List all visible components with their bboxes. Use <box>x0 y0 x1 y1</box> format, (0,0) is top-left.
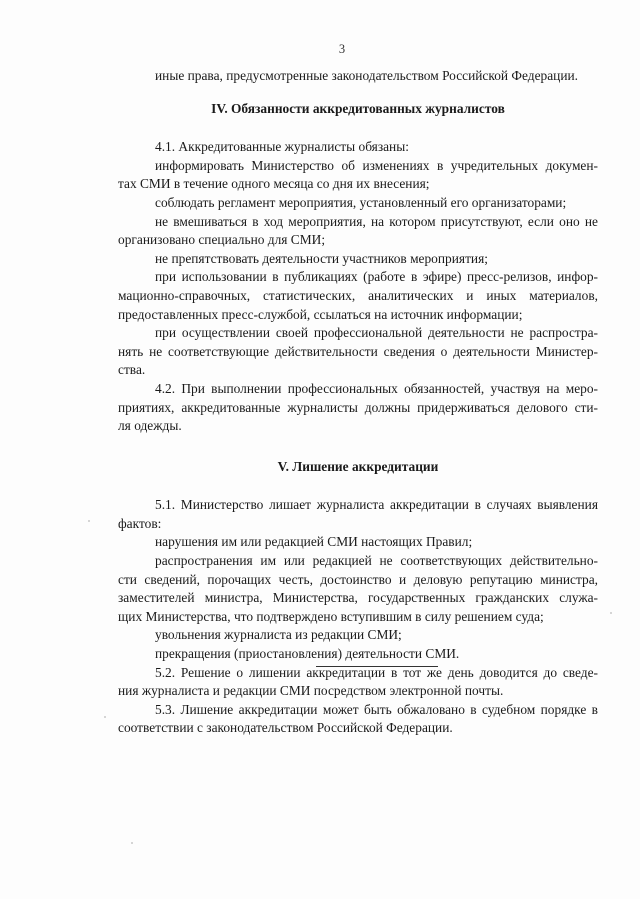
text-line: при осуществлении своей профессиональной деятельности не распростра- <box>155 325 598 341</box>
paragraph-follow-rules <box>118 194 598 213</box>
section-4-heading: IV. Обязанности аккредитованных журналистов <box>211 100 505 116</box>
text-line: нарушения им или редакцией СМИ настоящих Правил; <box>155 534 473 550</box>
scan-speck <box>131 842 133 844</box>
paragraph-dismissal <box>118 626 598 645</box>
text-line: щих Министерства, что подтверждено вступившим в силу решением суда; <box>118 608 544 624</box>
paragraph-no-obstruction <box>118 250 598 269</box>
text-line: соблюдать регламент мероприятия, установленный его организаторами; <box>155 194 567 210</box>
text-line: приятиях, аккредитованные журналисты должны придерживаться делового сти- <box>118 399 598 415</box>
page-number: 3 <box>338 42 346 56</box>
text-line: заместителей министра, Министерства, государственных гражданских служа- <box>118 590 598 606</box>
text-line: 5.1. Министерство лишает журналиста аккредитации в случаях выявления <box>155 497 598 513</box>
text-line: иные права, предусмотренные законодательством Российской Федерации. <box>155 68 578 83</box>
document-body <box>118 67 598 738</box>
text-line: организовано специально для СМИ; <box>118 232 326 248</box>
paragraph-rule-violation <box>118 533 598 552</box>
text-line: фактов: <box>118 515 162 531</box>
text-line: 4.2. При выполнении профессиональных обязанностей, участвуя на меро- <box>155 380 598 396</box>
text-line: 5.2. Решение о лишении аккредитации в тот же день доводится до сведе- <box>155 664 598 680</box>
paragraph-defamation <box>118 552 598 626</box>
text-line: сти сведений, порочащих честь, достоинство и деловую репутацию министра, <box>118 571 598 587</box>
paragraph-termination <box>118 645 598 664</box>
intro-paragraph <box>118 67 598 86</box>
text-line: 5.3. Лишение аккредитации может быть обжаловано в судебном порядке в <box>155 701 598 717</box>
end-divider <box>316 666 438 667</box>
paragraph-no-interference <box>118 213 598 250</box>
text-line: ния журналиста и редакции СМИ посредством электронной почты. <box>118 683 504 699</box>
text-line: 4.1. Аккредитованные журналисты обязаны: <box>155 139 409 155</box>
scan-speck <box>610 612 612 614</box>
text-line: не вмешиваться в ход мероприятия, на котором присутствуют, если оно не <box>155 213 598 229</box>
scan-speck <box>88 520 90 522</box>
section-5-heading: V. Лишение аккредитации <box>277 458 439 474</box>
text-line: ля одежды. <box>118 418 182 434</box>
paragraph-4-2 <box>118 380 598 436</box>
text-line: распространения им или редакцией не соответствующих действительно- <box>155 553 598 569</box>
text-line: информировать Министерство об изменениях в учредительных докумен- <box>155 157 598 173</box>
paragraph-inform-ministry <box>118 157 598 194</box>
paragraph-5-1 <box>118 496 598 533</box>
text-line: ства. <box>118 362 146 378</box>
text-line: соответствии с законодательством Российской Федерации. <box>118 720 453 736</box>
text-line: при использовании в публикациях (работе в эфире) пресс-релизов, инфор- <box>155 269 598 285</box>
text-line: мационно-справочных, статистических, аналитических и иных материалов, <box>118 287 598 303</box>
paragraph-5-2 <box>118 664 598 701</box>
paragraph-cite-sources <box>118 268 598 324</box>
text-line: прекращения (приостановления) деятельности СМИ. <box>155 646 460 662</box>
paragraph-4-1 <box>118 138 598 157</box>
text-line: тах СМИ в течение одного месяца со дня их внесения; <box>118 176 430 192</box>
paragraph-no-false-info <box>118 324 598 380</box>
text-line: увольнения журналиста из редакции СМИ; <box>155 627 402 643</box>
scan-speck <box>104 716 106 718</box>
text-line: предоставленных пресс-службой, ссылаться на источник информации; <box>118 306 523 322</box>
text-line: не препятствовать деятельности участников мероприятия; <box>155 250 488 266</box>
text-line: нять не соответствующие действительности сведения о деятельности Министер- <box>118 343 598 359</box>
paragraph-5-3 <box>118 701 598 738</box>
